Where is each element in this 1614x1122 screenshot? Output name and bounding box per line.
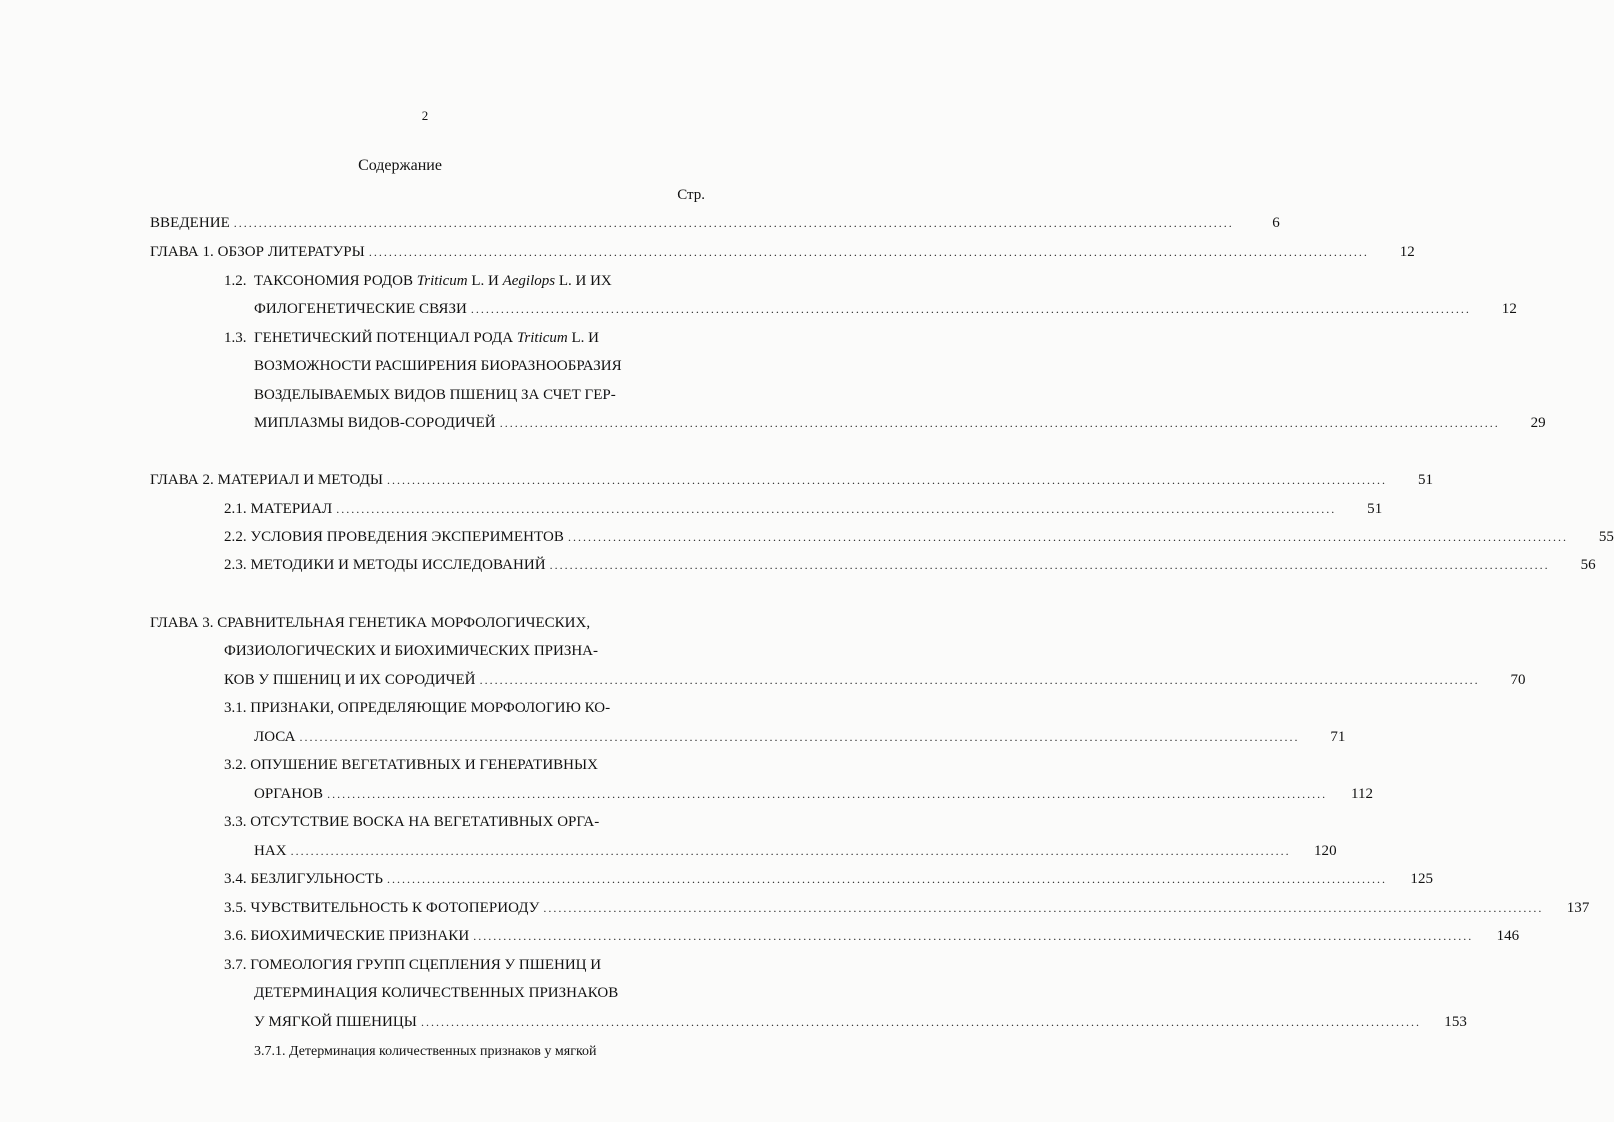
toc-entry-page: 120 — [1314, 843, 1337, 859]
toc-section-1-3-line-3: ВОЗДЕЛЫВАЕМЫХ ВИДОВ ПШЕНИЦ ЗА СЧЕТ ГЕР- — [254, 387, 616, 403]
toc-entry-section-3-5[interactable] — [224, 896, 1590, 920]
page-column-header: Стр. — [677, 187, 705, 203]
toc-entry-label: 2.3. МЕТОДИКИ И МЕТОДЫ ИССЛЕДОВАНИЙ — [224, 557, 546, 573]
toc-entry-page: 6 — [1272, 215, 1280, 231]
toc-entry-section-3-6[interactable] — [224, 924, 1520, 948]
toc-entry-label: МИПЛАЗМЫ ВИДОВ-СОРОДИЧЕЙ — [254, 415, 496, 431]
toc-entry-section-1-2[interactable] — [254, 297, 1517, 321]
toc-section-3-2-line-1: 3.2. ОПУШЕНИЕ ВЕГЕТАТИВНЫХ И ГЕНЕРАТИВНЫХ — [224, 757, 598, 773]
page-number: 2 — [421, 108, 429, 123]
toc-entry-section-3-3[interactable] — [254, 839, 1337, 863]
toc-section-3-1-line-1: 3.1. ПРИЗНАКИ, ОПРЕДЕЛЯЮЩИЕ МОРФОЛОГИЮ КО- — [224, 700, 611, 716]
toc-entry-section-2-2[interactable] — [224, 525, 1614, 549]
dot-leader: ........................................................................................................................................................................................................ — [290, 844, 1291, 858]
toc-entry-label: У МЯГКОЙ ПШЕНИЦЫ — [254, 1014, 417, 1030]
toc-entry-page: 29 — [1530, 415, 1546, 431]
dot-leader: ........................................................................................................................................................................................................ — [473, 929, 1474, 943]
toc-entry-label: 3.4. БЕЗЛИГУЛЬНОСТЬ — [224, 871, 384, 887]
dot-leader: ........................................................................................................................................................................................................ — [470, 302, 1471, 316]
toc-entry-section-3-4[interactable] — [224, 867, 1434, 891]
toc-entry-label: 3.5. ЧУВСТВИТЕЛЬНОСТЬ К ФОТОПЕРИОДУ — [224, 900, 540, 916]
toc-entry-page: 125 — [1410, 871, 1434, 887]
toc-entry-section-3-2[interactable] — [254, 782, 1374, 806]
toc-entry-page: 70 — [1510, 672, 1526, 688]
heading-text: L. И — [571, 330, 599, 346]
toc-entry-label: ОРГАНОВ — [254, 786, 324, 802]
dot-leader: ........................................................................................................................................................................................................ — [499, 416, 1500, 430]
toc-entry-label: ГЛАВА 1. ОБЗОР ЛИТЕРАТУРЫ — [150, 244, 365, 260]
toc-entry-page: 137 — [1566, 900, 1590, 916]
toc-entry-label: ЛОСА — [254, 729, 296, 745]
toc-entry-chapter-3[interactable] — [224, 668, 1526, 692]
toc-entry-label: ФИЛОГЕНЕТИЧЕСКИЕ СВЯЗИ — [254, 301, 467, 317]
toc-section-3-7-line-1: 3.7. ГОМЕОЛОГИЯ ГРУПП СЦЕПЛЕНИЯ У ПШЕНИЦ И — [224, 957, 602, 973]
toc-entry-page: 153 — [1444, 1014, 1467, 1030]
toc-entry-label: 2.2. УСЛОВИЯ ПРОВЕДЕНИЯ ЭКСПЕРИМЕНТОВ — [224, 529, 564, 545]
toc-entry-page: 112 — [1350, 786, 1374, 802]
toc-entry-chapter-1[interactable] — [150, 240, 1415, 264]
dot-leader: ........................................................................................................................................................................................................ — [327, 787, 1328, 801]
toc-entry-page: 51 — [1417, 472, 1434, 488]
dot-leader: ........................................................................................................................................................................................................ — [387, 872, 1388, 886]
genus-name: Aegilops — [502, 273, 556, 289]
toc-entry-page: 56 — [1580, 557, 1596, 573]
dot-leader: ........................................................................................................................................................................................................ — [368, 245, 1369, 259]
toc-entry-label: КОВ У ПШЕНИЦ И ИХ СОРОДИЧЕЙ — [224, 672, 476, 688]
heading-text: ТАКСОНОМИЯ РОДОВ — [254, 273, 413, 289]
toc-entry-label: ГЛАВА 2. МАТЕРИАЛ И МЕТОДЫ — [150, 472, 384, 488]
toc-entry-chapter-2[interactable] — [150, 468, 1434, 492]
section-number: 1.3. — [224, 330, 247, 346]
genus-name: Triticum — [416, 273, 468, 289]
heading-text: L. И — [471, 273, 499, 289]
dot-leader: ........................................................................................................................................................................................................ — [336, 502, 1337, 516]
toc-entry-page: 12 — [1501, 301, 1517, 317]
toc-entry-page: 12 — [1399, 244, 1415, 260]
toc-entry-page: 146 — [1496, 928, 1520, 944]
dot-leader: ........................................................................................................................................................................................................ — [420, 1015, 1421, 1029]
toc-section-1-2-line-1 — [224, 269, 612, 293]
toc-entry-section-2-1[interactable] — [224, 497, 1383, 521]
heading-text: ГЕНЕТИЧЕСКИЙ ПОТЕНЦИАЛ РОДА — [254, 330, 514, 346]
toc-entry-page: 71 — [1330, 729, 1346, 745]
toc-entry-section-2-3[interactable] — [224, 553, 1596, 577]
dot-leader: ........................................................................................................................................................................................................ — [479, 673, 1480, 687]
dot-leader: ........................................................................................................................................................................................................ — [299, 730, 1300, 744]
heading-text: L. И ИХ — [558, 273, 612, 289]
toc-entry-label: 2.1. МАТЕРИАЛ — [224, 501, 333, 517]
toc-entry-page: 51 — [1367, 501, 1383, 517]
toc-entry-page: 55 — [1598, 529, 1614, 545]
toc-section-1-3-line-1 — [224, 326, 599, 350]
toc-section-1-3-line-2: ВОЗМОЖНОСТИ РАСШИРЕНИЯ БИОРАЗНООБРАЗИЯ — [254, 358, 622, 374]
dot-leader: ........................................................................................................................................................................................................ — [549, 558, 1550, 572]
dot-leader: ........................................................................................................................................................................................................ — [543, 901, 1544, 915]
toc-section-3-3-line-1: 3.3. ОТСУТСТВИЕ ВОСКА НА ВЕГЕТАТИВНЫХ ОРГА- — [224, 814, 600, 830]
toc-entry-label: ВВЕДЕНИЕ — [150, 215, 230, 231]
toc-chapter-3-line-1: ГЛАВА 3. СРАВНИТЕЛЬНАЯ ГЕНЕТИКА МОРФОЛОГИЧЕСКИХ, — [150, 615, 591, 631]
toc-chapter-3-line-2: ФИЗИОЛОГИЧЕСКИХ И БИОХИМИЧЕСКИХ ПРИЗНА- — [224, 643, 599, 659]
toc-entry-label: НАХ — [254, 843, 287, 859]
dot-leader: ........................................................................................................................................................................................................ — [387, 473, 1388, 487]
toc-title: Содержание — [358, 157, 442, 174]
toc-entry-section-1-3[interactable] — [254, 411, 1546, 435]
section-number: 1.2. — [224, 273, 247, 289]
dot-leader: ........................................................................................................................................................................................................ — [233, 216, 1234, 230]
toc-entry-section-3-1[interactable] — [254, 725, 1346, 749]
toc-entry-intro[interactable] — [150, 211, 1280, 235]
toc-entry-label: 3.6. БИОХИМИЧЕСКИЕ ПРИЗНАКИ — [224, 928, 470, 944]
dot-leader: ........................................................................................................................................................................................................ — [567, 530, 1568, 544]
toc-entry-section-3-7[interactable] — [254, 1010, 1467, 1034]
toc-section-3-7-line-2: ДЕТЕРМИНАЦИЯ КОЛИЧЕСТВЕННЫХ ПРИЗНАКОВ — [254, 985, 619, 1001]
toc-section-3-7-1-line-1: 3.7.1. Детерминация количественных признаков у мягкой — [254, 1044, 597, 1059]
genus-name: Triticum — [516, 330, 568, 346]
